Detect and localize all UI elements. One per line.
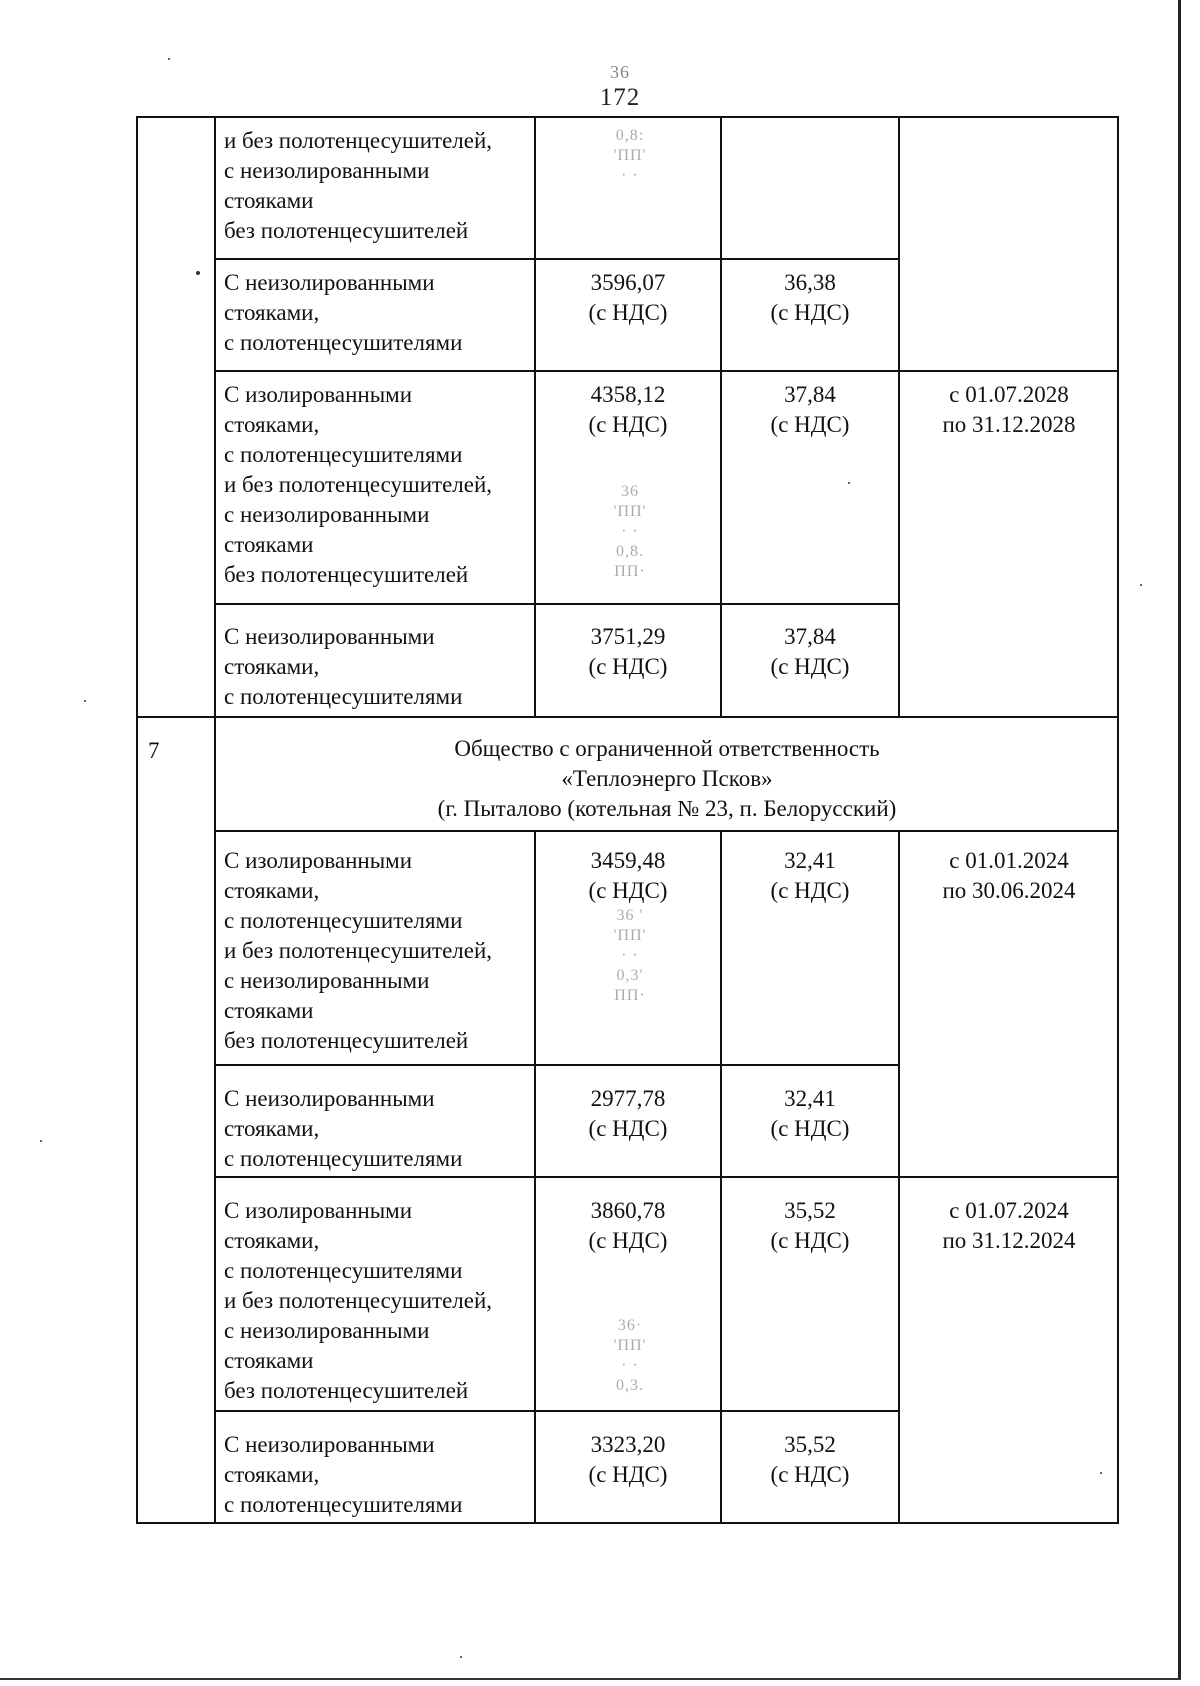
table-border (720, 116, 722, 718)
table-cell-description: С неизолированными стояками, с полотенцесушителями (224, 1432, 463, 1517)
table-cell-index: 7 (148, 738, 160, 763)
faint-stamp-mark: 0,8: 'ΠΠ' · · (613, 127, 647, 184)
table-cell-price: 2977,78 (с НДС) (588, 1086, 668, 1141)
table-cell-description: С неизолированными стояками, с полотенцесушителями (224, 1086, 463, 1171)
table-border (214, 1410, 898, 1412)
table-cell-rate: 32,41 (с НДС) (770, 1086, 850, 1141)
table-border (898, 116, 900, 718)
page-number-text: 172 (599, 84, 641, 111)
table-cell-period: с 01.01.2024 по 30.06.2024 (942, 848, 1076, 903)
scan-speck (40, 1140, 42, 1142)
table-cell-price: 3860,78 (с НДС) (588, 1198, 668, 1253)
faint-stamp-mark: 36 'ΠΠ' · · 0,8. ΠΠ· (613, 483, 647, 580)
table-border (720, 830, 722, 1524)
table-cell-description: С изолированными стояками, с полотенцесушителями и без полотенцесушителей, с неизолированными стояками без полотенцесушителей (224, 382, 493, 587)
table-cell-description: С неизолированными стояками, с полотенцесушителями (224, 624, 463, 709)
organization-header: Общество с ограниченной ответственность «Теплоэнерго Псков» (г. Пыталово (котельная № 23, п. Белорусский) (437, 736, 897, 821)
table-border (137, 716, 1119, 718)
table-border (898, 830, 900, 1524)
table-cell-price: 3459,48 (с НДС) (588, 848, 668, 903)
table-cell-price: 3751,29 (с НДС) (588, 624, 668, 679)
table-cell-description: С неизолированными стояками, с полотенцесушителями (224, 270, 463, 355)
faint-stamp-mark: 36 ' 'ΠΠ' · · 0,3' ΠΠ· (613, 907, 647, 1004)
table-border (137, 116, 1119, 118)
page-edge-right (1178, 0, 1181, 1680)
page-number-ghost: 36 (610, 62, 630, 82)
table-border (214, 1064, 898, 1066)
table-cell-rate: 36,38 (с НДС) (770, 270, 850, 325)
table-cell-price: 4358,12 (с НДС) (588, 382, 668, 437)
table-cell-rate: 35,52 (с НДС) (770, 1198, 850, 1253)
table-cell-rate: 35,52 (с НДС) (770, 1432, 850, 1487)
table-cell-description: С изолированными стояками, с полотенцесушителями и без полотенцесушителей, с неизолированными стояками без полотенцесушителей (224, 848, 493, 1053)
table-border (214, 116, 216, 1524)
scan-speck (848, 482, 850, 484)
table-border (534, 116, 536, 718)
table-border (214, 370, 1119, 372)
table-cell-rate: 37,84 (с НДС) (770, 382, 850, 437)
table-cell-rate: 32,41 (с НДС) (770, 848, 850, 903)
table-cell-description: и без полотенцесушителей, с неизолированными стояками без полотенцесушителей (224, 128, 493, 243)
table-cell-period: с 01.07.2024 по 31.12.2024 (942, 1198, 1076, 1253)
table-border (137, 1522, 1119, 1524)
scan-speck (84, 700, 86, 702)
table-cell-price: 3596,07 (с НДС) (588, 270, 668, 325)
table-border (214, 1176, 1119, 1178)
page-number (0, 62, 1200, 112)
table-border (214, 603, 898, 605)
table-border (136, 116, 138, 1524)
table-border (214, 830, 1119, 832)
table-border (214, 258, 898, 260)
page-edge-bottom (0, 1678, 1181, 1680)
scan-speck (1100, 1472, 1102, 1474)
table-cell-period: с 01.07.2028 по 31.12.2028 (942, 382, 1076, 437)
table-cell-description: С изолированными стояками, с полотенцесушителями и без полотенцесушителей, с неизолированными стояками без полотенцесушителей (224, 1198, 493, 1403)
table-cell-price: 3323,20 (с НДС) (588, 1432, 668, 1487)
scan-speck (196, 271, 200, 275)
scan-speck (1140, 584, 1142, 586)
table-border (1117, 116, 1119, 1524)
table-border (534, 830, 536, 1524)
scan-speck (168, 58, 170, 60)
table-cell-rate: 37,84 (с НДС) (770, 624, 850, 679)
faint-stamp-mark: 36· 'ΠΠ' · · 0,3. (613, 1317, 647, 1394)
scan-speck (460, 1656, 462, 1658)
